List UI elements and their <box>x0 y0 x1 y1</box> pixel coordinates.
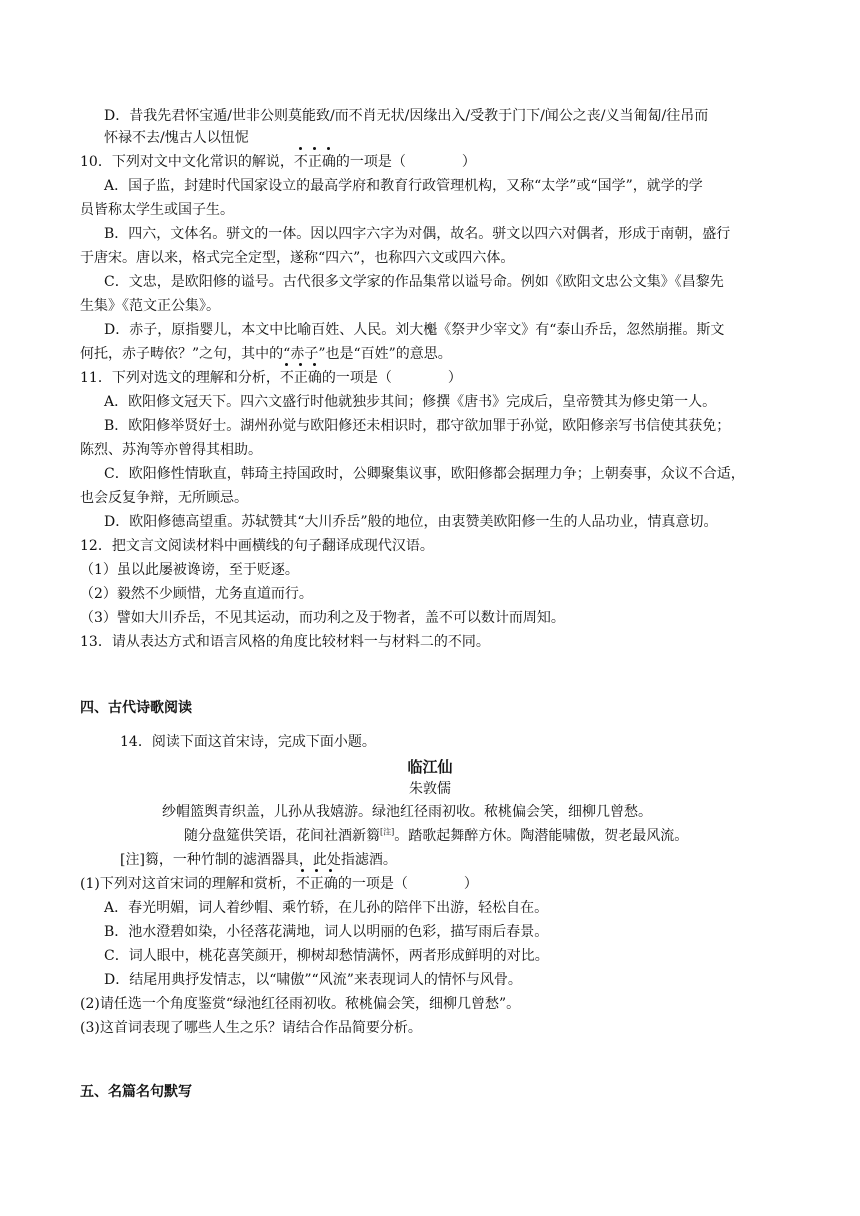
q14-sub1-stem <box>80 873 478 895</box>
q11-option-c-line2: 也会反复争辩，无所顾忌。 <box>80 490 248 506</box>
q14-option-c: C．词人眼中，桃花喜笑颜开，柳树却愁情满怀，两者形成鲜明的对比。 <box>104 948 549 964</box>
q11-option-c-line1: C．欧阳修性情耿直，韩琦主持国政时，公卿聚集议事，欧阳修都会据理力争；上朝奏事，众议不合适， <box>104 466 745 482</box>
q11-option-a: A．欧阳修文冠天下。四六文盛行时他就独步其间；修撰《唐书》完成后，皇帝赞其为修史第一人。 <box>104 394 717 410</box>
emphasis-char: 正 <box>310 873 324 895</box>
section-4-heading: 四、古代诗歌阅读 <box>80 700 192 716</box>
q14-sub3: (3)这首词表现了哪些人生之乐？请结合作品简要分析。 <box>80 1020 422 1036</box>
q10-option-a-line1: A．国子监，封建时代国家设立的最高学府和教育行政管理机构，又称“太学”或“国学”，就学的学 <box>104 178 703 194</box>
q10-option-d-line1: D．赤子，原指婴儿，本文中比喻百姓、人民。刘大櫆《祭尹少宰文》有“泰山乔岳，忽然崩摧。斯文 <box>104 322 725 338</box>
poem-line-2-part-b: 。踏歌起舞醉方休。陶潜能啸傲，贺老最风流。 <box>394 828 689 844</box>
poem-author: 朱敦儒 <box>409 781 451 797</box>
q11-stem-suffix: 的一项是（ ） <box>321 370 462 386</box>
q12-sentence-2: （2）毅然不少顾惜，尤务直道而行。 <box>80 586 313 602</box>
q14-sub2: (2)请任选一个角度鉴赏“绿池红径雨初收。秾桃偏会笑，细柳几曾愁”。 <box>80 996 521 1012</box>
q10-stem-prefix: 10．下列对文中文化常识的解说， <box>80 154 294 170</box>
q10-option-d-line2: 何托，赤子畴依？”之句，其中的“赤子”也是“百姓”的意思。 <box>80 346 452 362</box>
poem-note: [注]篘，一种竹制的滤酒器具，此处指滤酒。 <box>120 852 397 868</box>
emphasis-char: 不 <box>280 367 294 389</box>
q10-option-c-line2: 生集》《范文正公集》。 <box>80 298 220 314</box>
q14-intro: 14．阅读下面这首宋诗，完成下面小题。 <box>120 734 376 750</box>
q11-stem-prefix: 11．下列对选文的理解和分析， <box>80 370 280 386</box>
emphasis-char: 确 <box>324 873 338 895</box>
q11-stem <box>80 367 462 389</box>
poem-title: 临江仙 <box>407 758 453 776</box>
q14-option-a: A．春光明媚，词人着纱帽、乘竹轿，在儿孙的陪伴下出游，轻松自在。 <box>104 900 549 916</box>
poem-line-2-part-a: 随分盘筵供笑语，花间社酒新篘 <box>184 828 380 844</box>
q10-option-b-line2: 于唐宋。唐以来，格式完全定型，遂称“四六”，也称四六文或四六体。 <box>80 250 515 266</box>
q10-option-b-line1: B．四六，文体名。骈文的一体。因以四字六字为对偶，故名。骈文以四六对偶者，形成于南朝，盛行 <box>104 226 731 242</box>
q14-sub1-suffix: 的一项是（ ） <box>337 876 478 892</box>
q10-stem-suffix: 的一项是（ ） <box>335 154 476 170</box>
q11-option-b-line1: B．欧阳修举贤好士。湖州孙觉与欧阳修还未相识时，郡守欲加罪于孙觉，欧阳修亲写书信使其获免； <box>104 418 731 434</box>
q10-stem <box>80 151 476 173</box>
q12-stem: 12．把文言文阅读材料中画横线的句子翻译成现代汉语。 <box>80 538 434 554</box>
q12-sentence-3: （3）譬如大川乔岳，不见其运动，而功利之及于物者，盖不可以数计而周知。 <box>80 610 565 626</box>
q14-option-d: D．结尾用典抒发情志，以“啸傲”“风流”来表现词人的情怀与风骨。 <box>104 972 522 988</box>
q13-stem: 13．请从表达方式和语言风格的角度比较材料一与材料二的不同。 <box>80 634 490 650</box>
emphasis-char: 不 <box>296 873 310 895</box>
q14-option-b: B．池水澄碧如染，小径落花满地，词人以明丽的色彩，描写雨后春景。 <box>104 924 549 940</box>
poem-line-2 <box>184 825 688 847</box>
footnote-marker: [注] <box>380 827 395 837</box>
section-5-heading: 五、名篇名句默写 <box>80 1084 192 1100</box>
q12-sentence-1: （1）虽以此屡被谗谤，至于贬逐。 <box>80 562 299 578</box>
emphasis-char: 正 <box>294 367 308 389</box>
emphasis-char: 确 <box>308 367 322 389</box>
emphasis-char: 不 <box>294 151 308 173</box>
emphasis-char: 正 <box>308 151 322 173</box>
q9-option-d-line2: 怀禄不去/愧古人以忸怩 <box>104 130 249 146</box>
q14-sub1-prefix: (1)下列对这首宋词的理解和赏析， <box>80 876 296 892</box>
emphasis-char: 确 <box>322 151 336 173</box>
q10-option-a-line2: 员皆称太学生或国子生。 <box>80 202 234 218</box>
q9-option-d-line1: D．昔我先君怀宝遁/世非公则莫能致/而不肖无状/因缘出入/受教于门下/闻公之丧/义当匍匐/往吊而 <box>104 108 709 124</box>
poem-line-1: 纱帽篮舆青织盖，儿孙从我嬉游。绿池红径雨初收。秾桃偏会笑，细柳几曾愁。 <box>162 804 652 820</box>
q10-option-c-line1: C．文忠，是欧阳修的谥号。古代很多文学家的作品集常以谥号命。例如《欧阳文忠公文集》《昌黎先 <box>104 274 724 290</box>
q11-option-d: D．欧阳修德高望重。苏轼赞其“大川乔岳”般的地位，由衷赞美欧阳修一生的人品功业，情真意切。 <box>104 514 718 530</box>
q11-option-b-line2: 陈烈、苏洵等亦曾得其相助。 <box>80 442 262 458</box>
